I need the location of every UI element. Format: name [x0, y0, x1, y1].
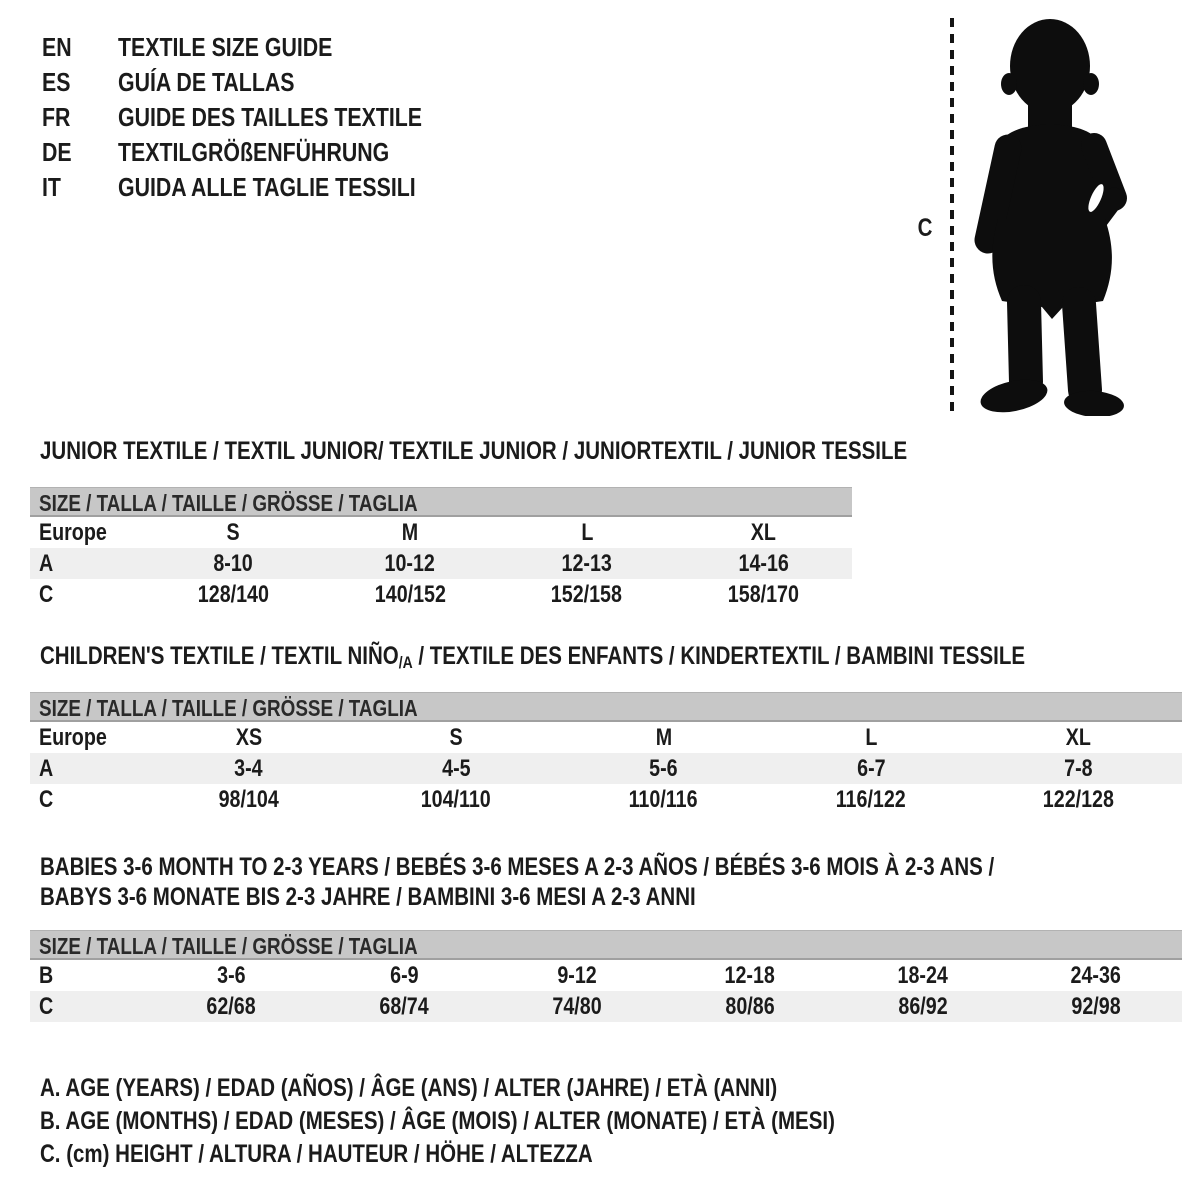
age-value: 5-6 [649, 755, 678, 782]
children-size-table [30, 692, 1182, 815]
children-header-row [30, 722, 1182, 753]
height-value: 140/152 [374, 581, 446, 608]
size-col-header: L [580, 519, 593, 546]
size-col-header: XL [751, 519, 777, 546]
row-key: B [39, 962, 54, 989]
height-value: 158/170 [728, 581, 800, 608]
age-value: 14-16 [738, 550, 789, 577]
junior-section-heading: JUNIOR TEXTILE / TEXTIL JUNIOR/ TEXTILE JUNIOR / JUNIORTEXTIL / JUNIOR TESSILE [40, 437, 908, 465]
junior-header-row [30, 517, 852, 548]
age-value: 3-4 [234, 755, 263, 782]
height-value: 74/80 [552, 993, 602, 1020]
size-col-header: M [401, 519, 419, 546]
age-value: 8-10 [213, 550, 254, 577]
lang-title-en: TEXTILE SIZE GUIDE [118, 32, 333, 62]
lang-title-it: GUIDA ALLE TAGLIE TESSILI [118, 172, 416, 202]
children-age-row [30, 753, 1182, 784]
junior-height-row [30, 579, 852, 610]
height-value: 98/104 [218, 786, 279, 813]
legend-height-cm: C. (cm) HEIGHT / ALTURA / HAUTEUR / HÖHE / ALTEZZA [40, 1140, 593, 1168]
lang-title-es: GUÍA DE TALLAS [118, 67, 295, 97]
lang-code-de: DE [42, 137, 72, 167]
region-label: Europe [39, 519, 107, 546]
height-marker-label: C [917, 214, 933, 242]
lang-code-fr: FR [42, 102, 71, 132]
age-value: 7-8 [1064, 755, 1093, 782]
lang-title-fr: GUIDE DES TAILLES TEXTILE [118, 102, 423, 132]
babies-size-table [30, 930, 1182, 1022]
height-value: 104/110 [421, 786, 492, 813]
region-label: Europe [39, 724, 107, 751]
size-col-header: L [864, 724, 877, 751]
row-key: C [39, 786, 54, 813]
size-col-header: S [226, 519, 240, 546]
months-value: 18-24 [897, 962, 948, 989]
months-value: 9-12 [557, 962, 597, 989]
age-value: 12-13 [561, 550, 613, 577]
height-value: 68/74 [379, 993, 429, 1020]
height-measure-dashed-line [950, 18, 954, 414]
heading-subscript: /A [398, 653, 413, 672]
size-col-header: M [655, 724, 672, 751]
months-value: 6-9 [390, 962, 419, 989]
lang-code-it: IT [42, 172, 61, 202]
legend-age-months: B. AGE (MONTHS) / EDAD (MESES) / ÂGE (MOIS) / ALTER (MONATE) / ETÀ (MESI) [40, 1107, 835, 1135]
height-value: 128/140 [197, 581, 269, 608]
children-section-heading: CHILDREN'S TEXTILE / TEXTIL $NIÑO_{/A}$ / TEXTILE DES ENFANTS / KINDERTEXTIL / BAMBINI TESSILE [40, 642, 1026, 672]
measure-legend [40, 1072, 1009, 1171]
height-value: 92/98 [1070, 993, 1121, 1020]
babies-section-heading: BABIES 3-6 MONTH TO 2-3 YEARS / BEBÉS 3-6 MESES A 2-3 AÑOS / BÉBÉS 3-6 MOIS À 2-3 ANS / BABYS 3-6 MONATE BIS 2-3 JAHRE / BAMBINI 3-6 MESI A 2-3 ANNI [40, 853, 995, 911]
months-value: 24-36 [1070, 962, 1121, 989]
height-value: 122/128 [1042, 786, 1114, 813]
height-value: 80/86 [725, 993, 775, 1020]
size-col-header: S [449, 724, 463, 751]
size-col-header: XS [235, 724, 262, 751]
legend-age-years: A. AGE (YEARS) / EDAD (AÑOS) / ÂGE (ANS) / ALTER (JAHRE) / ETÀ (ANNI) [40, 1074, 778, 1102]
months-value: 12-18 [724, 962, 776, 989]
babies-months-row [30, 960, 1182, 991]
junior-age-row [30, 548, 852, 579]
babies-height-row [30, 991, 1182, 1022]
junior-size-table [30, 487, 852, 610]
junior-size-bar: SIZE / TALLA / TAILLE / GRÖSSE / TAGLIA [30, 487, 852, 517]
row-key: C [39, 581, 54, 608]
height-value: 110/116 [629, 786, 698, 813]
lang-title-de: TEXTILGRÖßENFÜHRUNG [118, 137, 390, 167]
height-value: 86/92 [898, 993, 948, 1020]
height-value: 62/68 [206, 993, 257, 1020]
size-col-header: XL [1065, 724, 1091, 751]
children-height-row [30, 784, 1182, 815]
months-value: 3-6 [217, 962, 246, 989]
children-size-bar: SIZE / TALLA / TAILLE / GRÖSSE / TAGLIA [30, 692, 1182, 722]
age-value: 6-7 [856, 755, 886, 782]
lang-code-en: EN [42, 32, 72, 62]
baby-silhouette-icon [968, 14, 1138, 416]
lang-code-es: ES [42, 67, 71, 97]
row-key: A [39, 755, 54, 782]
age-value: 4-5 [441, 755, 471, 782]
height-value: 152/158 [551, 581, 623, 608]
row-key: C [39, 993, 54, 1020]
babies-size-bar: SIZE / TALLA / TAILLE / GRÖSSE / TAGLIA [30, 930, 1182, 960]
row-key: A [39, 550, 54, 577]
height-value: 116/122 [835, 786, 906, 813]
age-value: 10-12 [384, 550, 436, 577]
